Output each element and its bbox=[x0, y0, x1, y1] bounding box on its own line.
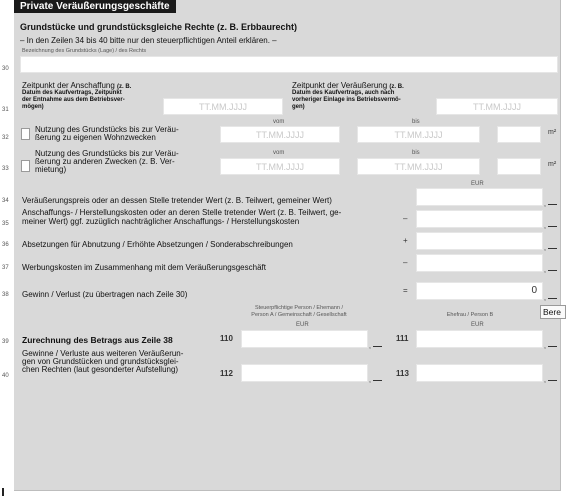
own-residence-checkbox[interactable] bbox=[21, 128, 30, 140]
text-cursor bbox=[2, 488, 4, 496]
person-b-header: Ehefrau / Person B bbox=[446, 312, 494, 318]
expenses-input[interactable] bbox=[416, 254, 543, 272]
depreciation-label: Absetzungen für Abnutzung / Erhöhte Absetzungen / Sonderabschreibungen bbox=[22, 240, 293, 249]
line-number-30: 30 bbox=[2, 66, 9, 72]
line-number-36: 36 bbox=[2, 242, 9, 248]
other-gains-label-2: gen von Grundstücken und grundstücksglei- bbox=[22, 357, 179, 366]
other-gains-person-a-input[interactable] bbox=[241, 364, 368, 382]
line-number-34: 34 bbox=[2, 198, 9, 204]
allocation-person-b-input[interactable] bbox=[416, 330, 543, 348]
sale-date-note-1: Datum des Kaufvertrags, auch nach bbox=[292, 90, 395, 96]
heading: Grundstücke und grundstücksgleiche Rechte (z. B. Erbbaurecht) bbox=[20, 22, 298, 32]
line-number-37: 37 bbox=[2, 265, 9, 271]
other-use-from-input[interactable]: TT.MM.JJJJ bbox=[220, 158, 340, 175]
allocation-person-a-input[interactable] bbox=[241, 330, 368, 348]
section-title: Private Veräußerungsgeschäfte bbox=[14, 0, 176, 13]
comma: , bbox=[544, 245, 546, 252]
cents-dash bbox=[548, 248, 557, 249]
acquisition-date-note-3: mögen) bbox=[22, 104, 44, 110]
property-description-input[interactable] bbox=[20, 56, 558, 73]
other-use-label-3: mietung) bbox=[35, 165, 67, 174]
sale-price-label: Veräußerungspreis oder an dessen Stelle tretender Wert (z. B. Teilwert, gemeiner Wert) bbox=[22, 196, 332, 205]
allocation-label: Zurechnung des Betrags aus Zeile 38 bbox=[22, 335, 173, 345]
own-residence-from-label: vom bbox=[273, 119, 285, 125]
cents-dash bbox=[548, 226, 557, 227]
acquisition-date-note-1: Datum des Kaufvertrags, Zeitpunkt bbox=[22, 90, 122, 96]
comma: , bbox=[544, 223, 546, 230]
other-use-from-label: vom bbox=[273, 150, 285, 156]
gain-loss-label: Gewinn / Verlust (zu übertragen nach Zeile 30) bbox=[22, 290, 188, 299]
cents-dash bbox=[548, 380, 557, 381]
minus-sign: – bbox=[403, 214, 408, 223]
gain-loss-input[interactable]: 0 bbox=[416, 282, 543, 300]
line-number-31: 31 bbox=[2, 107, 9, 113]
field-code-113: 113 bbox=[396, 369, 409, 378]
acquisition-costs-label-2: meiner Wert) ggf. zuzüglich nachträglicher Anschaffungs- / Herstellungskosten bbox=[22, 217, 300, 226]
acquisition-costs-input[interactable] bbox=[416, 210, 543, 228]
other-use-area-input[interactable] bbox=[497, 158, 541, 175]
person-a-currency: EUR bbox=[296, 322, 309, 328]
line-number-32: 32 bbox=[2, 135, 9, 141]
other-use-to-label: bis bbox=[412, 150, 420, 156]
comma: , bbox=[369, 377, 371, 384]
line-number-33: 33 bbox=[2, 166, 9, 172]
equals-sign: = bbox=[403, 286, 408, 295]
subheading: – In den Zeilen 34 bis 40 bitte nur den steuerpflichtigen Anteil erklären. – bbox=[20, 36, 277, 45]
line-number-39: 39 bbox=[2, 339, 9, 345]
comma: , bbox=[544, 343, 546, 350]
comma: , bbox=[544, 267, 546, 274]
comma: , bbox=[369, 343, 371, 350]
cents-dash bbox=[548, 204, 557, 205]
own-residence-area-input[interactable] bbox=[497, 126, 541, 143]
other-gains-label-3: chen Rechten (laut gesonderter Aufstellung) bbox=[22, 365, 179, 374]
cents-dash bbox=[548, 346, 557, 347]
other-gains-label-1: Gewinne / Verluste aus weiteren Veräußerun- bbox=[22, 349, 184, 358]
plus-sign: + bbox=[403, 236, 408, 245]
person-a-header-2: Person A / Gemeinschaft / Gesellschaft bbox=[251, 312, 347, 318]
line-number-40: 40 bbox=[2, 373, 9, 379]
field-code-110: 110 bbox=[220, 334, 233, 343]
acquisition-date-note-2: der Entnahme aus dem Betriebsver- bbox=[22, 97, 125, 103]
comma: , bbox=[544, 377, 546, 384]
depreciation-input[interactable] bbox=[416, 232, 543, 250]
cents-dash bbox=[373, 380, 382, 381]
comma: , bbox=[544, 295, 546, 302]
acquisition-date-label: Zeitpunkt der Anschaffung (z. B. bbox=[22, 81, 132, 90]
minus-sign: – bbox=[403, 258, 408, 267]
own-residence-from-input[interactable]: TT.MM.JJJJ bbox=[220, 126, 340, 143]
sale-date-label: Zeitpunkt der Veräußerung (z. B. bbox=[292, 81, 404, 90]
other-use-unit: m² bbox=[548, 161, 557, 168]
other-use-label-1: Nutzung des Grundstücks bis zur Veräu- bbox=[35, 149, 179, 158]
currency-header: EUR bbox=[471, 181, 484, 187]
own-residence-label-2: ßerung zu eigenen Wohnzwecken bbox=[35, 133, 156, 142]
other-gains-person-b-input[interactable] bbox=[416, 364, 543, 382]
own-residence-to-input[interactable]: TT.MM.JJJJ bbox=[357, 126, 480, 143]
person-a-header-1: Steuerpflichtige Person / Ehemann / bbox=[254, 305, 344, 311]
cents-dash bbox=[548, 298, 557, 299]
other-use-label-2: ßerung zu anderen Zwecken (z. B. Ver- bbox=[35, 157, 175, 166]
line-number-35: 35 bbox=[2, 221, 9, 227]
calculate-button[interactable]: Bere bbox=[540, 305, 566, 319]
sale-date-note-3: gen) bbox=[292, 104, 305, 110]
cents-dash bbox=[548, 270, 557, 271]
own-residence-label-1: Nutzung des Grundstücks bis zur Veräu- bbox=[35, 125, 179, 134]
field-code-112: 112 bbox=[220, 369, 233, 378]
sale-date-input[interactable]: TT.MM.JJJJ bbox=[436, 98, 558, 115]
acquisition-date-input[interactable]: TT.MM.JJJJ bbox=[163, 98, 283, 115]
line-number-38: 38 bbox=[2, 292, 9, 298]
field-code-111: 111 bbox=[396, 334, 409, 343]
sale-date-note-2: vorheriger Einlage ins Betriebsvermö- bbox=[292, 97, 401, 103]
other-use-checkbox[interactable] bbox=[21, 160, 30, 172]
own-residence-unit: m² bbox=[548, 129, 557, 136]
other-use-to-input[interactable]: TT.MM.JJJJ bbox=[357, 158, 480, 175]
person-b-currency: EUR bbox=[471, 322, 484, 328]
expenses-label: Werbungskosten im Zusammenhang mit dem Veräußerungsgeschäft bbox=[22, 263, 266, 272]
comma: , bbox=[544, 201, 546, 208]
sale-price-input[interactable] bbox=[416, 188, 543, 206]
cents-dash bbox=[373, 346, 382, 347]
acquisition-costs-label-1: Anschaffungs- / Herstellungskosten oder an deren Stelle tretender Wert (z. B. Teilwert, ge- bbox=[22, 208, 342, 217]
own-residence-to-label: bis bbox=[412, 119, 420, 125]
property-description-label: Bezeichnung des Grundstücks (Lage) / des Rechts bbox=[22, 48, 147, 54]
